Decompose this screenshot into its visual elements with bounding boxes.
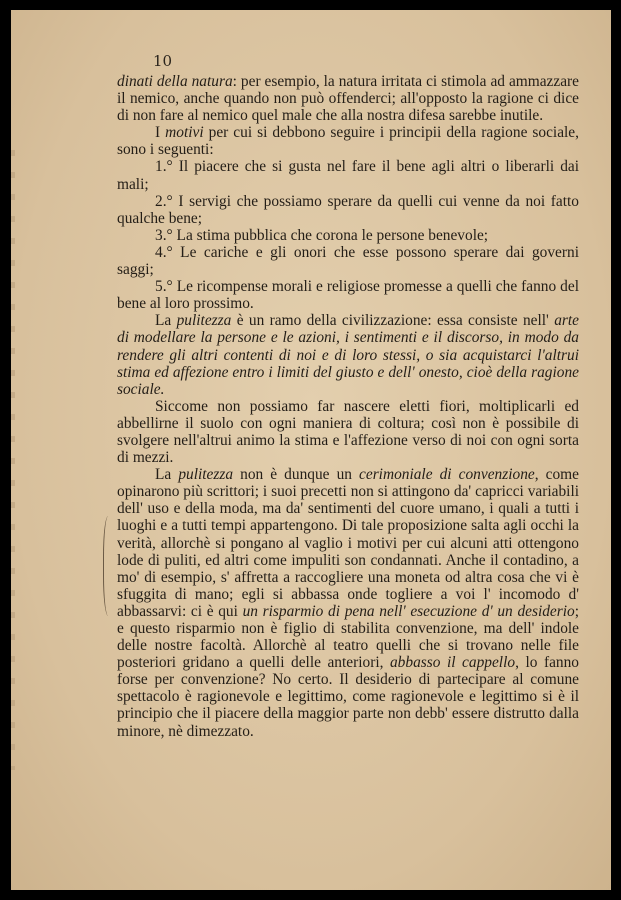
- text-run: 4.° Le cariche e gli onori che esse possono sperare dai governi saggi;: [117, 243, 579, 279]
- page-edge-marks: [11, 150, 15, 770]
- italic-text: un risparmio di pena nell' esecuzione d' un desiderio: [242, 602, 575, 620]
- text-run: 5.° Le ricompense morali e religiose promesse a quelli che fanno del bene al loro prossimo.: [117, 278, 579, 313]
- text-run: : per esempio, la natura irritata ci stimola ad ammazzare il nemico, anche quando non può offenderci; all'opposto la ragione ci dice di non fare al nemico quel male che alla nostra difesa sarebbe inutile.: [117, 73, 579, 125]
- body-text: [117, 73, 579, 740]
- paragraph: [117, 158, 579, 192]
- italic-text: arte di modellare la persone e le azioni, i sentimenti e il discorso, in modo da rendere gli altri contenti di noi e di loro stessi, o sia acquistarci l'altrui stima ed affezione entro i limiti del giusto e dell' onesto, cioè della ragione sociale.: [117, 312, 579, 398]
- text-run: è un ramo della civilizzazione: essa consiste nell': [231, 312, 555, 330]
- paragraph: [117, 312, 579, 397]
- paragraph: [117, 278, 579, 312]
- text-run: non è dunque un: [233, 466, 360, 484]
- text-run: 2.° I servigi che possiamo sperare da quelli cui venne da noi fatto qualche bene;: [117, 192, 579, 227]
- paragraph: [117, 466, 579, 740]
- paragraph: [117, 244, 579, 278]
- italic-text: cerimoniale di convenzione: [359, 466, 535, 484]
- italic-text: pulitezza: [178, 466, 234, 484]
- italic-text: pulitezza: [176, 312, 232, 330]
- paragraph: [117, 73, 579, 124]
- page-number: 10: [153, 52, 173, 70]
- text-run: 1.° Il piacere che si gusta nel fare il bene agli altri o liberarli dai mali;: [117, 158, 579, 193]
- text-run: I: [155, 124, 166, 142]
- text-run: 3.° La stima pubblica che corona le persone benevole;: [155, 226, 489, 244]
- text-run: La: [155, 312, 177, 330]
- text-run: per cui si debbono seguire i principii della ragione sociale, sono i seguenti:: [117, 124, 579, 159]
- text-run: Siccome non possiamo far nascere eletti fiori, moltiplicarli ed abbellirne il suolo con ogni maniera di coltura; così non è possibile di svolgere nell'altrui animo la stima e l'affezione verso di noi con ogni sorta di mezzi.: [117, 397, 579, 467]
- book-page: [11, 10, 611, 890]
- paragraph: [117, 227, 579, 244]
- italic-text: abbasso il cappello: [389, 654, 516, 672]
- paragraph: [117, 398, 579, 466]
- italic-text: motivi: [165, 124, 204, 142]
- paragraph: [117, 124, 579, 158]
- text-run: La: [155, 466, 179, 484]
- text-run: , come opinarono più scrittori; i suoi precetti non si attingono da' capricci variabili dell' uso e della moda, ma da' sentimenti del cuore umano, i quali a tutti i luoghi e a tutti tempi appartengono. Di tale proposizione salta agli occhi la verità, allorchè si pongano al vaglio i motivi per cui alcuni atti ottengono lode di puliti, ed altri come impuliti son condannati. Anche il contadino, a mo' di esempio, s' affretta a raccogliere una moneta od altra cosa che vi è sfuggita di mano; egli si abbassa onde togliere a voi l' incomodo d' abbassarvi: ci è qui: [117, 466, 579, 620]
- paragraph: [117, 193, 579, 227]
- italic-text: dinati della natura: [117, 73, 233, 90]
- text-run: , lo fanno forse per convenzione? No certo. Il desiderio di partecipare al comune spettacolo è ragionevole e legittimo, come ragionevole e legittimo si è il principio che il piacere della maggior parte non debb' essere distrutto dalla minore, nè dimezzato.: [117, 654, 579, 740]
- text-run: ; e questo risparmio non è figlio di stabilita convenzione, ma dell' indole delle nostre facoltà. Allorchè al teatro quelli che si trovano nelle file posteriori gridano a quelli delle anteriori,: [117, 602, 579, 672]
- margin-pencil-mark: [103, 516, 116, 616]
